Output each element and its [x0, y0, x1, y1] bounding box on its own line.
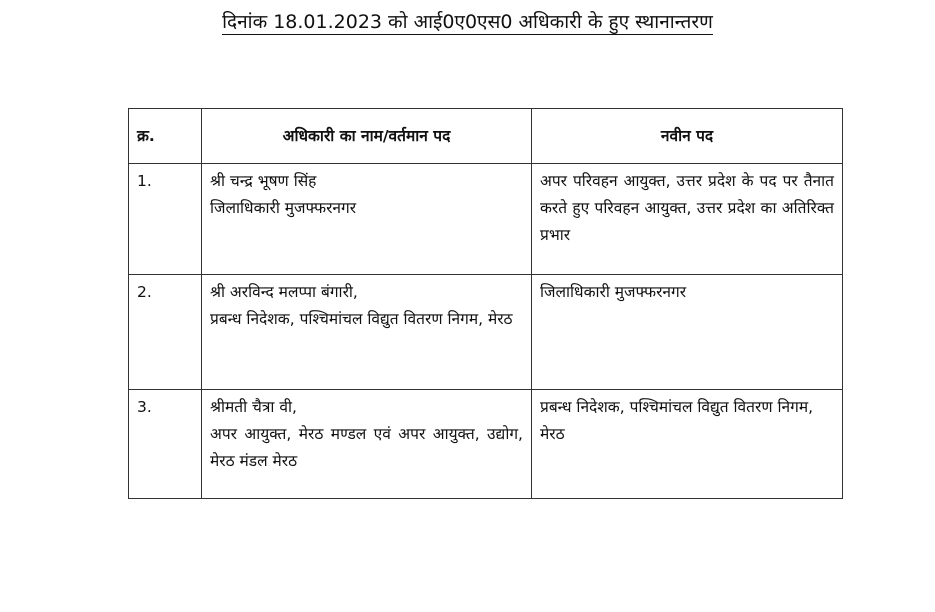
header-serial: क्र.	[129, 109, 202, 164]
officer-name: श्री चन्द्र भूषण सिंह	[210, 172, 317, 190]
new-post-cell: जिलाधिकारी मुजफ्फरनगर	[532, 275, 843, 390]
current-post: जिलाधिकारी मुजफ्फरनगर	[210, 199, 357, 217]
serial-cell: 1.	[129, 164, 202, 275]
officer-name: श्रीमती चैत्रा वी,	[210, 398, 297, 416]
title-text: दिनांक 18.01.2023 को आई0ए0एस0 अधिकारी के हुए स्थानान्तरण	[222, 11, 713, 33]
table-row	[129, 275, 843, 390]
officer-cell	[202, 275, 532, 390]
header-new-post: नवीन पद	[532, 109, 843, 164]
table-row	[129, 164, 843, 275]
current-post: अपर आयुक्त, मेरठ मण्डल एवं अपर आयुक्त, उद्योग, मेरठ मंडल मेरठ	[210, 425, 523, 470]
officer-cell	[202, 390, 532, 499]
table-header-row	[129, 109, 843, 164]
table-row	[129, 390, 843, 499]
officer-cell	[202, 164, 532, 275]
transfer-table	[128, 108, 843, 499]
officer-name: श्री अरविन्द मलप्पा बंगारी,	[210, 283, 358, 301]
new-post-cell: प्रबन्ध निदेशक, पश्चिमांचल विद्युत वितरण निगम, मेरठ	[532, 390, 843, 499]
serial-cell: 3.	[129, 390, 202, 499]
current-post: प्रबन्ध निदेशक, पश्चिमांचल विद्युत वितरण निगम, मेरठ	[210, 310, 513, 328]
page-title	[0, 8, 935, 34]
serial-cell: 2.	[129, 275, 202, 390]
header-officer: अधिकारी का नाम/वर्तमान पद	[202, 109, 532, 164]
new-post-cell: अपर परिवहन आयुक्त, उत्तर प्रदेश के पद पर तैनात करते हुए परिवहन आयुक्त, उत्तर प्रदेश का अतिरिक्त प्रभार	[532, 164, 843, 275]
